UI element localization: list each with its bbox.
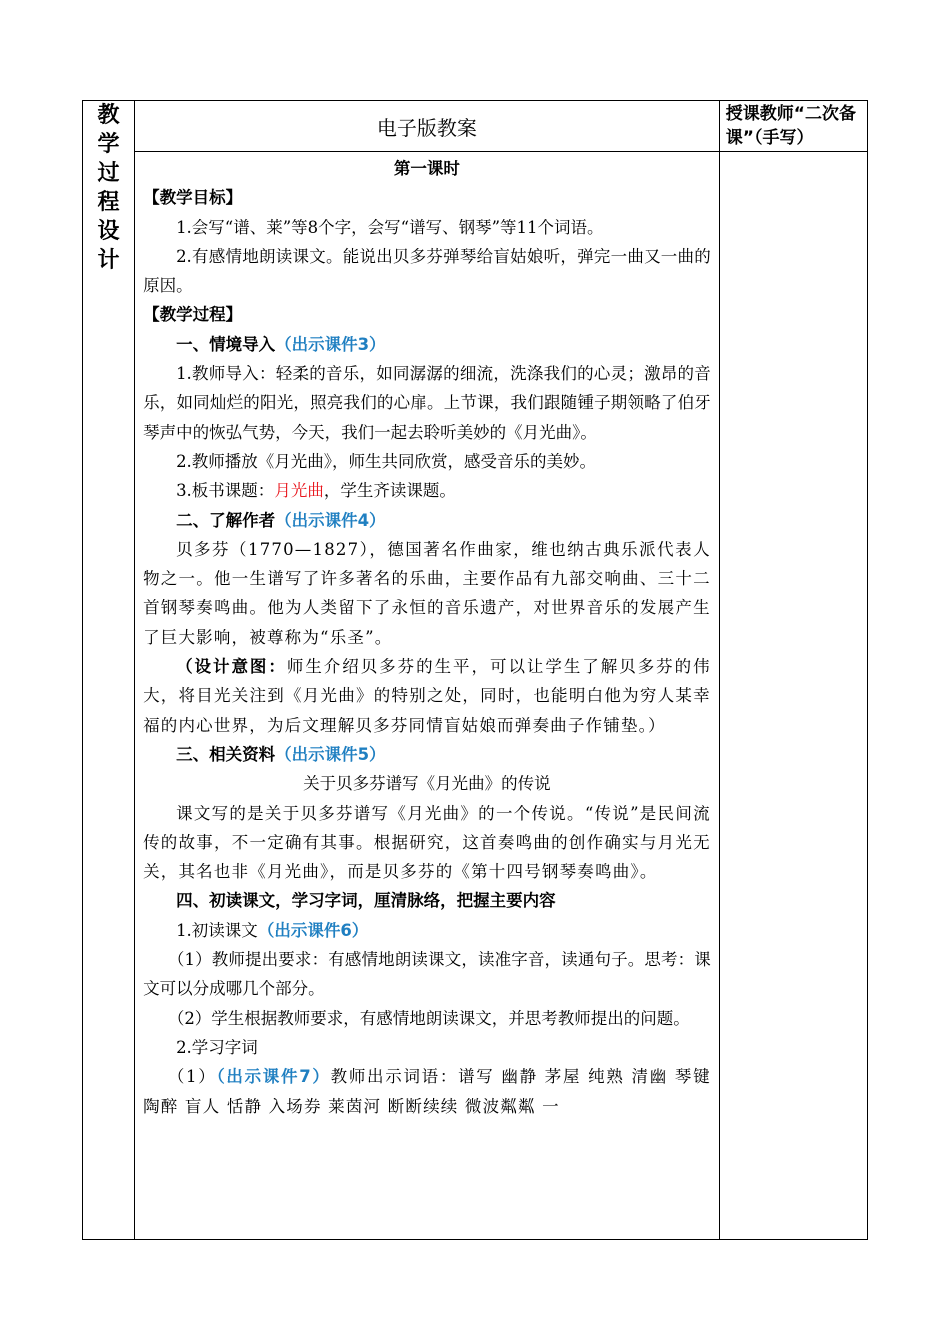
section-2-title: 二、了解作者 bbox=[176, 510, 276, 530]
section-4-para-1 bbox=[143, 916, 711, 945]
section-2-para-1: 贝多芬（1770—1827），德国著名作曲家，维也纳古典乐派代表人物之一。他一生谱写了许多著名的乐曲，主要作品有九部交响曲、三十二首钢琴奏鸣曲。他为人类留下了永恒的音乐遗产，对世界音乐的发展产生了巨大影响，被尊称为“乐圣”。 bbox=[143, 539, 711, 647]
main-header: 电子版教案 bbox=[135, 101, 720, 152]
note-header: 授课教师“二次备课”（手写） bbox=[719, 101, 867, 152]
design-intent-text: 师生介绍贝多芬的生平，可以让学生了解贝多芬的伟大，将目光关注到《月光曲》的特别之处，同时，也能明白他为穷人某幸福的内心世界，为后文理解贝多芬同情盲姑娘而弹奏曲子作铺垫。） bbox=[143, 657, 711, 735]
first-reading-label: 1.初读课文 bbox=[176, 920, 258, 940]
section-4-title: 四、初读课文，学习字词，厘清脉络，把握主要内容 bbox=[176, 891, 556, 911]
section-1-courseware-tag: （出示课件3） bbox=[275, 334, 386, 354]
main-content-cell bbox=[135, 152, 720, 1240]
side-label-cell bbox=[83, 101, 135, 1240]
lesson-title: 第一课时 bbox=[393, 159, 460, 178]
goal-2: 2.有感情地朗读课文。能说出贝多芬弹琴给盲姑娘听，弹完一曲又一曲的原因。 bbox=[143, 246, 711, 296]
design-intent bbox=[143, 652, 711, 740]
section-4-courseware-tag-7: （出示课件7） bbox=[216, 1067, 331, 1087]
section-2-heading bbox=[143, 506, 711, 535]
section-1-title: 一、情境导入 bbox=[176, 334, 276, 354]
section-3-para-1: 课文写的是关于贝多芬谱写《月光曲》的一个传说。“传说”是民间流传的故事，不一定确有其事。根据研究，这首奏鸣曲的创作确实与月光无关，其名也非《月光曲》，而是贝多芬的《第十四号钢琴奏鸣曲》。 bbox=[143, 803, 711, 882]
section-2-courseware-tag: （出示课件4） bbox=[275, 510, 386, 530]
design-intent-label: （设计意图： bbox=[176, 657, 287, 677]
section-1-para-2: 2.教师播放《月光曲》，师生共同欣赏，感受音乐的美妙。 bbox=[176, 451, 597, 471]
section-4-courseware-tag-6: （出示课件6） bbox=[257, 920, 369, 940]
goals-heading: 【教学目标】 bbox=[143, 188, 243, 208]
section-1-para-3 bbox=[143, 476, 711, 505]
board-title-tail: ，学生齐读课题。 bbox=[323, 481, 456, 501]
vocab-list: 教师出示词语：谱写 幽静 茅屋 纯熟 清幽 琴键 陶醉 盲人 恬静 入场券 莱茵河 断断续续 微波粼粼 一 bbox=[143, 1067, 711, 1116]
section-3-subtitle: 关于贝多芬谱写《月光曲》的传说 bbox=[303, 774, 551, 794]
section-4-para-5 bbox=[143, 1062, 711, 1121]
section-1-heading bbox=[143, 330, 711, 359]
lesson-plan-table bbox=[82, 100, 868, 1240]
section-3-title: 三、相关资料 bbox=[176, 744, 276, 764]
section-3-courseware-tag: （出示课件5） bbox=[275, 744, 386, 764]
section-4-para-3: （2）学生根据教师要求，有感情地朗读课文，并思考教师提出的问题。 bbox=[167, 1008, 690, 1028]
goal-1: 1.会写“谱、莱”等8个字，会写“谱写、钢琴”等11个词语。 bbox=[176, 217, 604, 237]
section-4-para-2: （1）教师提出要求：有感情地朗读课文，读准字音，读通句子。思考：课文可以分成哪几个部分。 bbox=[143, 950, 711, 999]
section-4-para-4: 2.学习字词 bbox=[176, 1037, 258, 1057]
board-title-label: 3.板书课题： bbox=[176, 481, 275, 501]
board-title-red: 月光曲 bbox=[274, 481, 324, 501]
lesson-content bbox=[135, 152, 719, 1121]
note-content-cell bbox=[719, 152, 867, 1240]
section-1-para-1: 1.教师导入：轻柔的音乐，如同潺潺的细流，洗涤我们的心灵；激昂的音乐，如同灿烂的阳光，照亮我们的心扉。上节课，我们跟随锺子期领略了伯牙琴声中的恢弘气势，今天，我们一起去聆听美妙的《月光曲》。 bbox=[143, 364, 711, 442]
section-3-heading bbox=[143, 740, 711, 769]
side-label: 教学过程设计 bbox=[97, 103, 120, 273]
vocab-item-number: （1） bbox=[167, 1067, 217, 1087]
process-heading: 【教学过程】 bbox=[143, 305, 243, 325]
